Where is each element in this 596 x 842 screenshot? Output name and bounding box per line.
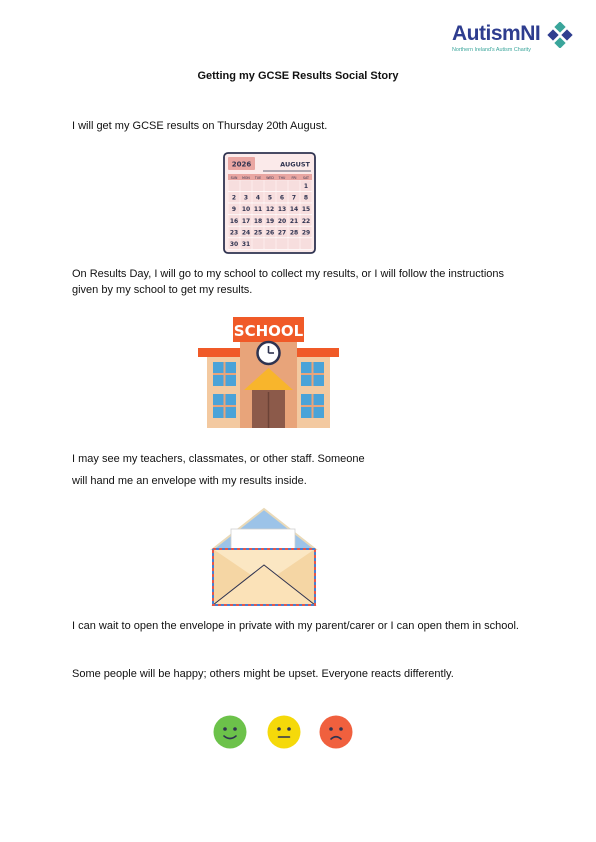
- calendar-cell: [253, 238, 264, 249]
- calendar-day: 18: [253, 217, 263, 225]
- calendar-weekday: WED: [266, 175, 274, 180]
- calendar-day: 9: [231, 206, 237, 214]
- calendar-year: 2026: [231, 160, 252, 169]
- calendar-day: 11: [253, 206, 263, 214]
- school-sign-text: SCHOOL: [233, 322, 304, 340]
- calendar-day: 12: [265, 206, 275, 214]
- calendar-day: 21: [289, 217, 299, 225]
- calendar-day: 23: [229, 229, 239, 237]
- paragraph-see-people: I may see my teachers, classmates, or other staff. Someone: [72, 453, 365, 465]
- calendar-day: 24: [241, 229, 251, 237]
- autism-ni-logo: [452, 20, 576, 58]
- calendar-day: 4: [255, 194, 261, 202]
- calendar-day: 3: [243, 194, 249, 202]
- calendar-cell: [277, 238, 288, 249]
- calendar-day: 25: [253, 229, 263, 237]
- calendar-day: 20: [277, 217, 287, 225]
- calendar-day: 26: [265, 229, 275, 237]
- sad-face-icon: [320, 716, 353, 749]
- calendar-day: 31: [241, 241, 251, 248]
- paragraph-results-date: I will get my GCSE results on Thursday 20th August.: [72, 120, 328, 132]
- calendar-cell: [265, 180, 276, 191]
- paragraph-results-day: On Results Day, I will go to my school to collect my results, or I will follow the instructions given by my school to get my results.: [72, 268, 504, 296]
- logo-ni: NI: [520, 22, 541, 45]
- calendar-cell: [229, 180, 240, 191]
- school-illustration: [197, 314, 340, 430]
- happy-face-icon: [214, 716, 247, 749]
- envelope-illustration: [209, 507, 319, 609]
- calendar-day: 2: [231, 194, 237, 202]
- paragraph-open-envelope: I can wait to open the envelope in private with my parent/carer or I can open them in school.: [72, 620, 519, 632]
- puzzle-diamond-icon: [547, 22, 573, 48]
- paragraph-reactions: Some people will be happy; others might be upset. Everyone reacts differently.: [72, 668, 454, 680]
- page-title: Getting my GCSE Results Social Story: [197, 70, 399, 82]
- calendar-day: 19: [265, 217, 275, 225]
- calendar-day: 6: [279, 194, 285, 202]
- calendar-day: 7: [291, 194, 297, 202]
- calendar-day: 1: [303, 183, 309, 190]
- calendar-day: 28: [289, 229, 299, 237]
- calendar-day: 14: [289, 206, 299, 214]
- calendar-cell: [289, 238, 300, 249]
- calendar-cell: [241, 180, 252, 191]
- calendar-weekday: TUE: [254, 175, 262, 180]
- calendar-weekday: FRI: [291, 175, 297, 180]
- calendar-cell: [301, 238, 312, 249]
- calendar-day: 27: [277, 229, 287, 237]
- calendar-month: AUGUST: [280, 160, 310, 169]
- calendar-weekday: SAT: [303, 175, 309, 180]
- calendar-weekday: MON: [242, 175, 250, 180]
- logo-main: Autism: [452, 22, 521, 45]
- calendar-day: 17: [241, 217, 251, 225]
- calendar-day: 15: [301, 206, 311, 214]
- logo-tagline: Northern Ireland's Autism Charity: [452, 47, 531, 53]
- paragraph-envelope: will hand me an envelope with my results inside.: [72, 475, 307, 487]
- emotion-faces: [213, 715, 355, 751]
- calendar-cell: [265, 238, 276, 249]
- calendar-day: 30: [229, 241, 239, 248]
- calendar-day: 8: [303, 194, 309, 202]
- calendar-weekday: SUN: [230, 175, 238, 180]
- calendar-day: 10: [241, 206, 251, 214]
- calendar-day: 13: [277, 206, 287, 214]
- calendar-day: 29: [301, 229, 311, 237]
- calendar-weekday: THU: [278, 175, 286, 180]
- calendar-day: 5: [267, 194, 273, 202]
- calendar-cell: [277, 180, 288, 191]
- calendar-day: 22: [301, 217, 311, 225]
- neutral-face-icon: [268, 716, 301, 749]
- calendar-day: 16: [229, 217, 239, 225]
- calendar-illustration: [223, 152, 317, 255]
- calendar-cell: [289, 180, 300, 191]
- calendar-cell: [253, 180, 264, 191]
